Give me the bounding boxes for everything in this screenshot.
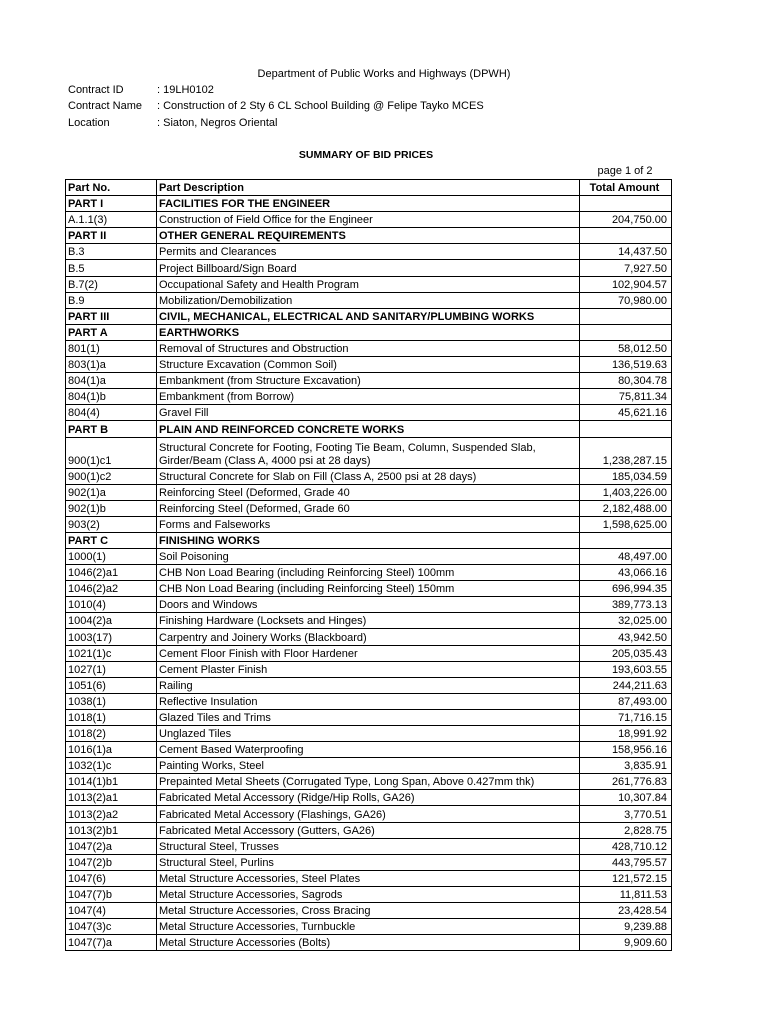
agency-title: Department of Public Works and Highways (DPWH) xyxy=(257,68,511,80)
table-row xyxy=(66,484,672,500)
contract-id-label: Contract ID xyxy=(68,84,124,96)
part-no-cell: 1021(1)c xyxy=(66,645,157,661)
total-amount-cell: 9,909.60 xyxy=(580,935,672,951)
total-amount-cell xyxy=(580,324,672,340)
part-description-cell: Embankment (from Structure Excavation) xyxy=(157,373,580,389)
total-amount-cell xyxy=(580,196,672,212)
part-no-cell: B.5 xyxy=(66,260,157,276)
part-no-cell: B.3 xyxy=(66,244,157,260)
total-amount-cell: 58,012.50 xyxy=(580,340,672,356)
part-no-cell: B.7(2) xyxy=(66,276,157,292)
total-amount-cell: 11,811.53 xyxy=(580,886,672,902)
table-row xyxy=(66,500,672,516)
part-no-cell: 1000(1) xyxy=(66,548,157,564)
part-description-cell: Permits and Clearances xyxy=(157,244,580,260)
total-amount-cell: 87,493.00 xyxy=(580,693,672,709)
part-no-cell: 1013(2)a1 xyxy=(66,790,157,806)
part-description-cell: Soil Poisoning xyxy=(157,548,580,564)
part-description-cell: Prepainted Metal Sheets (Corrugated Type, Long Span, Above 0.427mm thk) xyxy=(157,774,580,790)
part-no-cell: 1016(1)a xyxy=(66,742,157,758)
table-row xyxy=(66,870,672,886)
column-header-total-amount: Total Amount xyxy=(580,180,672,196)
total-amount-cell: 102,904.57 xyxy=(580,276,672,292)
total-amount-cell: 244,211.63 xyxy=(580,677,672,693)
total-amount-cell: 75,811.34 xyxy=(580,389,672,405)
part-description-cell: Metal Structure Accessories, Turnbuckle xyxy=(157,919,580,935)
table-row xyxy=(66,629,672,645)
table-row xyxy=(66,661,672,677)
contract-id-line xyxy=(68,84,214,96)
table-row xyxy=(66,774,672,790)
table-row xyxy=(66,854,672,870)
total-amount-cell: 43,066.16 xyxy=(580,565,672,581)
page-number: page 1 of 2 xyxy=(597,165,653,177)
part-description-cell: Reflective Insulation xyxy=(157,693,580,709)
part-description-cell: OTHER GENERAL REQUIREMENTS xyxy=(157,228,580,244)
part-description-cell: Finishing Hardware (Locksets and Hinges) xyxy=(157,613,580,629)
table-row xyxy=(66,565,672,581)
total-amount-cell: 443,795.57 xyxy=(580,854,672,870)
part-no-cell: 1047(6) xyxy=(66,870,157,886)
table-row xyxy=(66,597,672,613)
part-no-cell: 1038(1) xyxy=(66,693,157,709)
table-header-row xyxy=(66,180,672,196)
part-description-cell: Glazed Tiles and Trims xyxy=(157,709,580,725)
part-description-cell: Metal Structure Accessories, Steel Plates xyxy=(157,870,580,886)
part-description-cell: Cement Floor Finish with Floor Hardener xyxy=(157,645,580,661)
part-no-cell: 804(4) xyxy=(66,405,157,421)
part-description-cell xyxy=(157,437,580,468)
total-amount-cell: 696,994.35 xyxy=(580,581,672,597)
total-amount-cell: 7,927.50 xyxy=(580,260,672,276)
part-description-cell: CHB Non Load Bearing (including Reinforcing Steel) 100mm xyxy=(157,565,580,581)
total-amount-cell: 261,776.83 xyxy=(580,774,672,790)
table-row xyxy=(66,468,672,484)
table-row xyxy=(66,437,672,468)
table-row xyxy=(66,806,672,822)
part-no-cell: B.9 xyxy=(66,292,157,308)
contract-name-label: Contract Name xyxy=(68,100,142,112)
total-amount-cell: 80,304.78 xyxy=(580,373,672,389)
total-amount-cell: 3,770.51 xyxy=(580,806,672,822)
table-row xyxy=(66,373,672,389)
part-description-cell: CHB Non Load Bearing (including Reinforcing Steel) 150mm xyxy=(157,581,580,597)
total-amount-cell: 10,307.84 xyxy=(580,790,672,806)
total-amount-cell xyxy=(580,421,672,437)
contract-id-value: : 19LH0102 xyxy=(157,84,214,96)
part-description-cell: Reinforcing Steel (Deformed, Grade 40 xyxy=(157,484,580,500)
table-row xyxy=(66,581,672,597)
table-row xyxy=(66,212,672,228)
total-amount-cell: 2,182,488.00 xyxy=(580,500,672,516)
table-row xyxy=(66,548,672,564)
table-row xyxy=(66,822,672,838)
part-no-cell: 1013(2)a2 xyxy=(66,806,157,822)
part-description-cell: Construction of Field Office for the Engineer xyxy=(157,212,580,228)
total-amount-cell: 70,980.00 xyxy=(580,292,672,308)
total-amount-cell: 45,621.16 xyxy=(580,405,672,421)
part-description-cell: Structural Steel, Purlins xyxy=(157,854,580,870)
total-amount-cell: 43,942.50 xyxy=(580,629,672,645)
table-row xyxy=(66,726,672,742)
column-header-part-no: Part No. xyxy=(66,180,157,196)
table-row xyxy=(66,790,672,806)
part-no-cell: 801(1) xyxy=(66,340,157,356)
total-amount-cell: 9,239.88 xyxy=(580,919,672,935)
part-no-cell: 803(1)a xyxy=(66,357,157,373)
location-value: : Siaton, Negros Oriental xyxy=(157,117,278,129)
section-row xyxy=(66,308,672,324)
location-label: Location xyxy=(68,117,110,129)
part-no-cell: 1013(2)b1 xyxy=(66,822,157,838)
part-no-cell: PART C xyxy=(66,532,157,548)
part-no-cell: 1046(2)a1 xyxy=(66,565,157,581)
total-amount-cell: 32,025.00 xyxy=(580,613,672,629)
total-amount-cell: 1,238,287.15 xyxy=(580,437,672,468)
part-description-cell: Cement Plaster Finish xyxy=(157,661,580,677)
part-no-cell: 1046(2)a2 xyxy=(66,581,157,597)
bid-summary-table xyxy=(65,179,672,951)
part-no-cell: 1047(4) xyxy=(66,903,157,919)
location-line xyxy=(68,117,277,129)
table-row xyxy=(66,260,672,276)
part-no-cell: 1051(6) xyxy=(66,677,157,693)
part-description-cell: CIVIL, MECHANICAL, ELECTRICAL AND SANITARY/PLUMBING WORKS xyxy=(157,308,580,324)
part-description-cell: Unglazed Tiles xyxy=(157,726,580,742)
total-amount-cell: 71,716.15 xyxy=(580,709,672,725)
total-amount-cell: 428,710.12 xyxy=(580,838,672,854)
table-row xyxy=(66,677,672,693)
part-no-cell: 1004(2)a xyxy=(66,613,157,629)
part-no-cell: 804(1)a xyxy=(66,373,157,389)
part-description-cell: Railing xyxy=(157,677,580,693)
part-no-cell: 1047(7)a xyxy=(66,935,157,951)
contract-name-line xyxy=(68,100,484,112)
total-amount-cell: 136,519.63 xyxy=(580,357,672,373)
part-no-cell: PART A xyxy=(66,324,157,340)
part-description-cell: Gravel Fill xyxy=(157,405,580,421)
section-row xyxy=(66,421,672,437)
total-amount-cell: 3,835.91 xyxy=(580,758,672,774)
table-row xyxy=(66,340,672,356)
table-row xyxy=(66,693,672,709)
part-no-cell: 902(1)a xyxy=(66,484,157,500)
part-description-cell: Cement Based Waterproofing xyxy=(157,742,580,758)
part-description-cell: Embankment (from Borrow) xyxy=(157,389,580,405)
part-description-cell: Fabricated Metal Accessory (Gutters, GA26) xyxy=(157,822,580,838)
table-row xyxy=(66,516,672,532)
part-description-cell: Removal of Structures and Obstruction xyxy=(157,340,580,356)
part-description-cell: Metal Structure Accessories (Bolts) xyxy=(157,935,580,951)
part-no-cell: A.1.1(3) xyxy=(66,212,157,228)
table-row xyxy=(66,709,672,725)
total-amount-cell xyxy=(580,532,672,548)
table-row xyxy=(66,357,672,373)
table-row xyxy=(66,903,672,919)
table-row xyxy=(66,613,672,629)
total-amount-cell xyxy=(580,308,672,324)
total-amount-cell: 389,773.13 xyxy=(580,597,672,613)
part-no-cell: 903(2) xyxy=(66,516,157,532)
part-no-cell: PART II xyxy=(66,228,157,244)
part-no-cell: 804(1)b xyxy=(66,389,157,405)
table-row xyxy=(66,919,672,935)
part-description-cell: Metal Structure Accessories, Sagrods xyxy=(157,886,580,902)
total-amount-cell: 158,956.16 xyxy=(580,742,672,758)
part-no-cell: 1047(3)c xyxy=(66,919,157,935)
table-row xyxy=(66,935,672,951)
total-amount-cell: 1,598,625.00 xyxy=(580,516,672,532)
table-row xyxy=(66,389,672,405)
total-amount-cell: 14,437.50 xyxy=(580,244,672,260)
section-row xyxy=(66,324,672,340)
total-amount-cell: 2,828.75 xyxy=(580,822,672,838)
part-no-cell: 900(1)c1 xyxy=(66,437,157,468)
part-description-line: Girder/Beam (Class A, 4000 psi at 28 days) xyxy=(159,454,371,467)
part-description-cell: Painting Works, Steel xyxy=(157,758,580,774)
part-description-cell: Fabricated Metal Accessory (Ridge/Hip Rolls, GA26) xyxy=(157,790,580,806)
total-amount-cell: 204,750.00 xyxy=(580,212,672,228)
part-no-cell: 1014(1)b1 xyxy=(66,774,157,790)
part-description-cell: PLAIN AND REINFORCED CONCRETE WORKS xyxy=(157,421,580,437)
column-header-part-description: Part Description xyxy=(157,180,580,196)
part-description-cell: EARTHWORKS xyxy=(157,324,580,340)
section-row xyxy=(66,228,672,244)
part-no-cell: 1018(2) xyxy=(66,726,157,742)
table-row xyxy=(66,292,672,308)
part-description-cell: Mobilization/Demobilization xyxy=(157,292,580,308)
part-no-cell: 1047(2)b xyxy=(66,854,157,870)
part-no-cell: PART III xyxy=(66,308,157,324)
part-no-cell: 1010(4) xyxy=(66,597,157,613)
contract-name-value: : Construction of 2 Sty 6 CL School Building @ Felipe Tayko MCES xyxy=(157,100,484,112)
total-amount-cell xyxy=(580,228,672,244)
part-description-line: Structural Concrete for Footing, Footing Tie Beam, Column, Suspended Slab, xyxy=(159,441,536,454)
table-row xyxy=(66,645,672,661)
table-row xyxy=(66,276,672,292)
table-row xyxy=(66,838,672,854)
table-row xyxy=(66,244,672,260)
part-no-cell: 902(1)b xyxy=(66,500,157,516)
part-description-cell: FACILITIES FOR THE ENGINEER xyxy=(157,196,580,212)
part-no-cell: 900(1)c2 xyxy=(66,468,157,484)
part-no-cell: 1047(2)a xyxy=(66,838,157,854)
part-no-cell: 1032(1)c xyxy=(66,758,157,774)
section-row xyxy=(66,196,672,212)
part-no-cell: 1003(17) xyxy=(66,629,157,645)
part-description-cell: Carpentry and Joinery Works (Blackboard) xyxy=(157,629,580,645)
part-description-cell: Reinforcing Steel (Deformed, Grade 60 xyxy=(157,500,580,516)
part-description-cell: Doors and Windows xyxy=(157,597,580,613)
total-amount-cell: 121,572.15 xyxy=(580,870,672,886)
table-row xyxy=(66,742,672,758)
part-no-cell: PART B xyxy=(66,421,157,437)
part-no-cell: 1047(7)b xyxy=(66,886,157,902)
part-no-cell: PART I xyxy=(66,196,157,212)
total-amount-cell: 185,034.59 xyxy=(580,468,672,484)
part-description-cell: Fabricated Metal Accessory (Flashings, GA26) xyxy=(157,806,580,822)
total-amount-cell: 23,428.54 xyxy=(580,903,672,919)
part-description-cell: Metal Structure Accessories, Cross Bracing xyxy=(157,903,580,919)
part-no-cell: 1027(1) xyxy=(66,661,157,677)
table-row xyxy=(66,405,672,421)
total-amount-cell: 48,497.00 xyxy=(580,548,672,564)
page-title: SUMMARY OF BID PRICES xyxy=(298,149,434,161)
part-description-cell: FINISHING WORKS xyxy=(157,532,580,548)
section-row xyxy=(66,532,672,548)
part-description-cell: Structure Excavation (Common Soil) xyxy=(157,357,580,373)
part-description-cell: Structural Steel, Trusses xyxy=(157,838,580,854)
part-description-cell: Project Billboard/Sign Board xyxy=(157,260,580,276)
part-description-cell: Occupational Safety and Health Program xyxy=(157,276,580,292)
total-amount-cell: 18,991.92 xyxy=(580,726,672,742)
table-row xyxy=(66,758,672,774)
total-amount-cell: 193,603.55 xyxy=(580,661,672,677)
total-amount-cell: 1,403,226.00 xyxy=(580,484,672,500)
table-row xyxy=(66,886,672,902)
total-amount-cell: 205,035.43 xyxy=(580,645,672,661)
part-description-cell: Structural Concrete for Slab on Fill (Class A, 2500 psi at 28 days) xyxy=(157,468,580,484)
part-description-cell: Forms and Falseworks xyxy=(157,516,580,532)
part-no-cell: 1018(1) xyxy=(66,709,157,725)
